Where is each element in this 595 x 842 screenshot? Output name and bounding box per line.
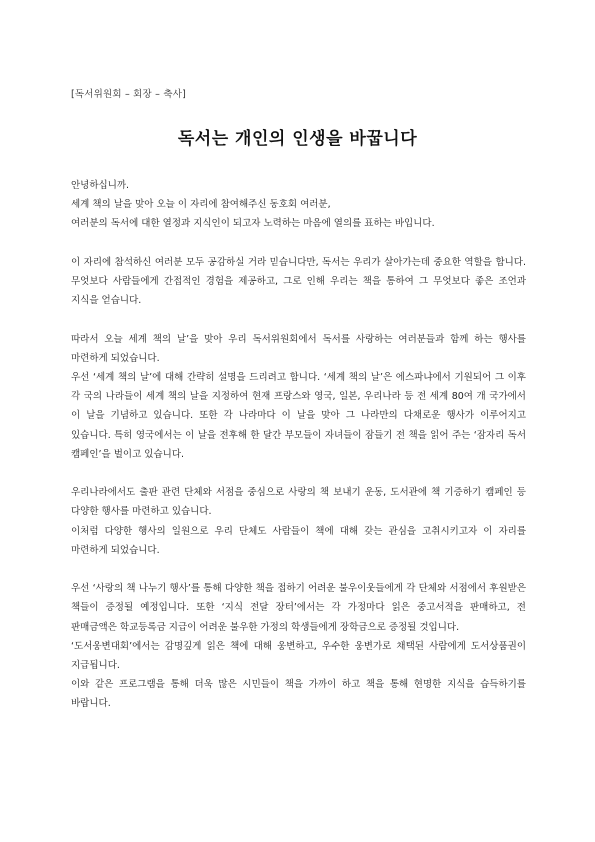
document-title: 독서는 개인의 인생을 바꿉니다 bbox=[177, 129, 418, 149]
purpose-paragraph: 이처럼 다양한 행사의 일원으로 우리 단체도 사람들이 책에 대해 갖는 관심을 고취시키고자 이 자리를 마련하게 되었습니다. bbox=[71, 525, 526, 556]
world-book-day-paragraph: 우선 ‘세계 책의 날’에 대해 간략히 설명을 드리려고 합니다. ‘세계 책의 날’은 에스파냐에서 기원되어 그 이후 각 국의 나라들이 세계 책의 날을 지정하여 현재 프랑스와 영국, 일본, 우리나라 등 전 세계 80여 개 국가에서 이 날을 기념하고 있습니다. 또한 각 나라마다 이 날을 맞아 그 나라만의 다채로운 행사가 이루어지고 있습니다. 특히 영국에서는 이 날을 전후해 한 달간 부모들이 자녀들이 잠들기 전 책을 읽어 주는 ‘잠자리 독서 캠페인’을 벌이고 있습니다. bbox=[71, 372, 526, 460]
address-paragraph: 세계 책의 날을 맞아 오늘 이 자리에 참여해주신 동호회 여러분, bbox=[71, 199, 331, 211]
paragraph-spacer bbox=[71, 560, 526, 579]
paragraph-spacer bbox=[71, 310, 526, 329]
program-details-paragraph: 우선 ‘사랑의 책 나누기 행사’를 통해 다양한 책을 접하기 어려운 불우이웃들에게 각 단체와 서점에서 후원받은 책들이 증정될 예정입니다. 또한 ‘지식 전달 장터’에서는 각 가정마다 읽은 중고서적을 판매하고, 전 판매금액은 학교등록금 지급이 어려운 불우한 가정의 학생들에게 장학금으로 증정될 것입니다. bbox=[71, 583, 526, 633]
greeting-paragraph: 안녕하십니까. bbox=[71, 180, 130, 191]
event-intro-paragraph: 따라서 오늘 세계 책의 날’을 맞아 우리 독서위원회에서 독서를 사랑하는 여러분들과 함께 하는 행사를 마련하게 되었습니다. bbox=[71, 333, 526, 364]
paragraph-spacer bbox=[71, 464, 526, 483]
importance-paragraph: 이 자리에 참석하신 여러분 모두 공감하실 거라 믿습니다만, 독서는 우리가 살아가는데 중요한 역할을 합니다. 무엇보다 사람들에게 간접적인 경험을 제공하고, 그로 인해 우리는 책을 통하여 그 무엇보다 좋은 조언과 지식을 얻습니다. bbox=[71, 256, 526, 307]
speech-contest-paragraph: ‘도서웅변대회’에서는 감명깊게 읽은 책에 대해 웅변하고, 우수한 웅변가로 채택된 사람에게 도서상품권이 지급됩니다. bbox=[71, 640, 526, 672]
closing-paragraph: 이와 같은 프로그램을 통해 더욱 많은 시민들이 책을 가까이 하고 책을 통해 현명한 지식을 습득하기를 바랍니다. bbox=[71, 679, 526, 710]
korea-events-paragraph: 우리나라에서도 출판 관련 단체와 서점을 중심으로 사랑의 책 보내기 운동, 도서관에 책 기증하기 캠페인 등 다양한 행사를 마련하고 있습니다. bbox=[71, 487, 526, 518]
document-category-tag: [독서위원회 – 회장 – 축사] bbox=[71, 89, 186, 100]
document-body bbox=[71, 176, 526, 714]
appreciation-paragraph: 여러분의 독서에 대한 열정과 지식인이 되고자 노력하는 마음에 열의를 표하는 바입니다. bbox=[71, 218, 435, 230]
paragraph-spacer bbox=[71, 234, 526, 253]
